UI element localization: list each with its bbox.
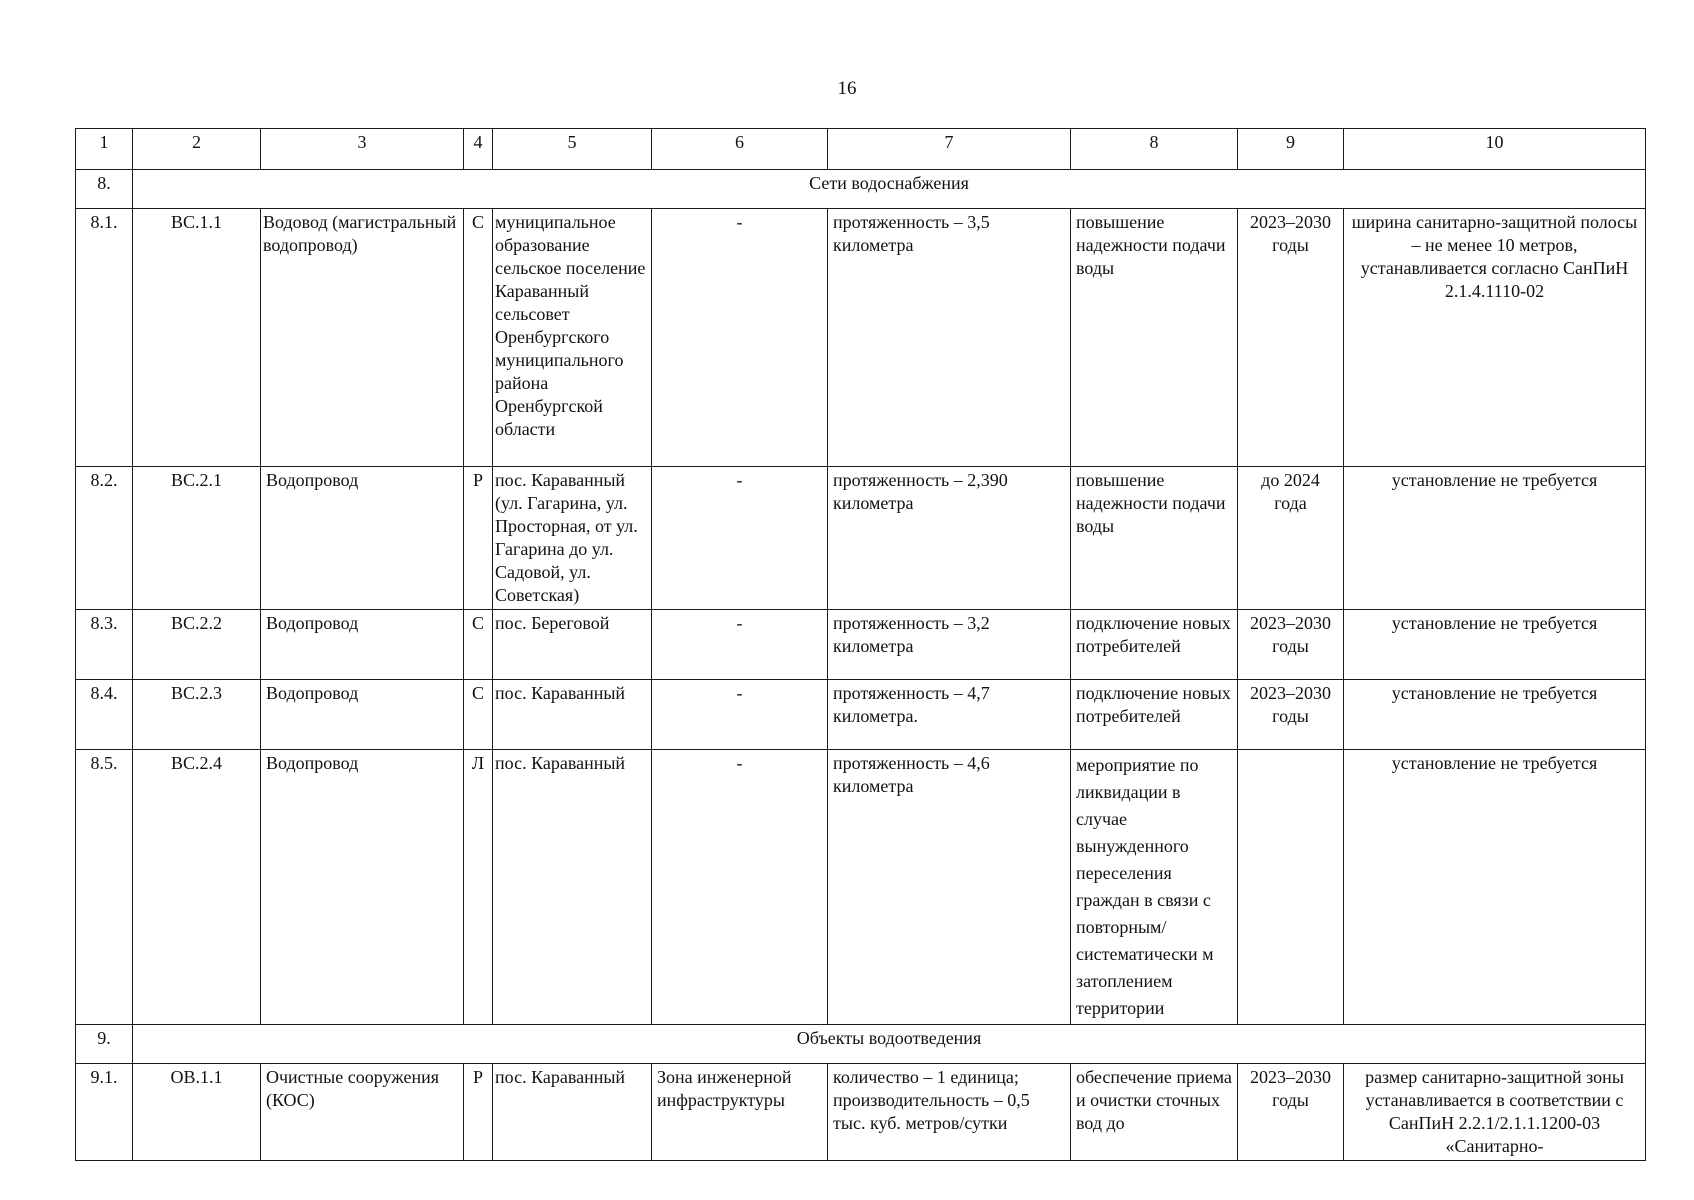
object-location: пос. Караванный [493,680,652,750]
section-row [76,1025,1646,1064]
implementation-period: 2023–2030 годы [1238,610,1344,680]
object-purpose: повышение надежности подачи воды [1071,209,1238,467]
zone-restrictions: ширина санитарно-защитной полосы – не менее 10 метров, устанавливается согласно СанПиН 2.1.4.1110-02 [1344,209,1646,467]
object-location: муниципальное образование сельское поселение Караванный сельсовет Оренбургского муниципального района Оренбургской области [493,209,652,467]
object-purpose: мероприятие по ликвидации в случае вынужденного переселения граждан в связи с повторным/ систематически м затоплением территории [1071,750,1238,1025]
section-title: Объекты водоотведения [133,1025,1646,1064]
section-number: 8. [76,170,133,209]
object-location: пос. Береговой [493,610,652,680]
col-header-6: 6 [652,129,828,170]
object-characteristics: протяженность – 4,6 километра [828,750,1071,1025]
object-name: Водовод (магистральный водопровод) [261,209,464,467]
table-row [76,750,1646,1025]
implementation-period [1238,750,1344,1025]
object-status: С [464,680,493,750]
section-row [76,170,1646,209]
functional-zone: - [652,209,828,467]
implementation-period: до 2024 года [1238,467,1344,610]
row-number: 8.4. [76,680,133,750]
page-number: 16 [837,78,857,99]
row-number: 8.2. [76,467,133,610]
object-characteristics: протяженность – 3,5 километра [828,209,1071,467]
object-code: ВС.1.1 [133,209,261,467]
object-name: Водопровод [261,467,464,610]
row-number: 8.3. [76,610,133,680]
object-purpose: подключение новых потребителей [1071,680,1238,750]
planning-table [75,128,1646,1161]
table-row [76,467,1646,610]
object-code: ВС.2.2 [133,610,261,680]
object-status: Р [464,467,493,610]
row-number: 8.5. [76,750,133,1025]
functional-zone: - [652,610,828,680]
object-status: Р [464,1064,493,1161]
zone-restrictions: установление не требуется [1344,680,1646,750]
functional-zone: - [652,680,828,750]
section-title: Сети водоснабжения [133,170,1646,209]
col-header-9: 9 [1238,129,1344,170]
row-number: 9.1. [76,1064,133,1161]
table-row [76,1064,1646,1161]
col-header-4: 4 [464,129,493,170]
object-code: ОВ.1.1 [133,1064,261,1161]
object-location: пос. Караванный (ул. Гагарина, ул. Просторная, от ул. Гагарина до ул. Садовой, ул. Советская) [493,467,652,610]
object-purpose: подключение новых потребителей [1071,610,1238,680]
implementation-period: 2023–2030 годы [1238,1064,1344,1161]
functional-zone: - [652,467,828,610]
zone-restrictions: установление не требуется [1344,610,1646,680]
col-header-2: 2 [133,129,261,170]
object-status: С [464,209,493,467]
object-location: пос. Караванный [493,750,652,1025]
object-characteristics: количество – 1 единица; производительность – 0,5 тыс. куб. метров/сутки [828,1064,1071,1161]
col-header-3: 3 [261,129,464,170]
object-code: ВС.2.4 [133,750,261,1025]
zone-restrictions: установление не требуется [1344,750,1646,1025]
object-name: Водопровод [261,750,464,1025]
col-header-5: 5 [493,129,652,170]
col-header-1: 1 [76,129,133,170]
implementation-period: 2023–2030 годы [1238,680,1344,750]
functional-zone: Зона инженерной инфраструктуры [652,1064,828,1161]
header-row [76,129,1646,170]
object-name: Водопровод [261,680,464,750]
object-characteristics: протяженность – 3,2 километра [828,610,1071,680]
object-characteristics: протяженность – 2,390 километра [828,467,1071,610]
table-row [76,209,1646,467]
object-code: ВС.2.1 [133,467,261,610]
col-header-7: 7 [828,129,1071,170]
object-status: Л [464,750,493,1025]
table-row [76,610,1646,680]
object-name: Водопровод [261,610,464,680]
col-header-8: 8 [1071,129,1238,170]
zone-restrictions: размер санитарно-защитной зоны устанавливается в соответствии с СанПиН 2.2.1/2.1.1.1200-03 «Санитарно- [1344,1064,1646,1161]
implementation-period: 2023–2030 годы [1238,209,1344,467]
object-purpose: повышение надежности подачи воды [1071,467,1238,610]
row-number: 8.1. [76,209,133,467]
functional-zone: - [652,750,828,1025]
object-name: Очистные сооружения (КОС) [261,1064,464,1161]
section-number: 9. [76,1025,133,1064]
object-code: ВС.2.3 [133,680,261,750]
object-location: пос. Караванный [493,1064,652,1161]
zone-restrictions: установление не требуется [1344,467,1646,610]
object-characteristics: протяженность – 4,7 километра. [828,680,1071,750]
object-status: С [464,610,493,680]
table-row [76,680,1646,750]
object-purpose: обеспечение приема и очистки сточных вод до [1071,1064,1238,1161]
col-header-10: 10 [1344,129,1646,170]
